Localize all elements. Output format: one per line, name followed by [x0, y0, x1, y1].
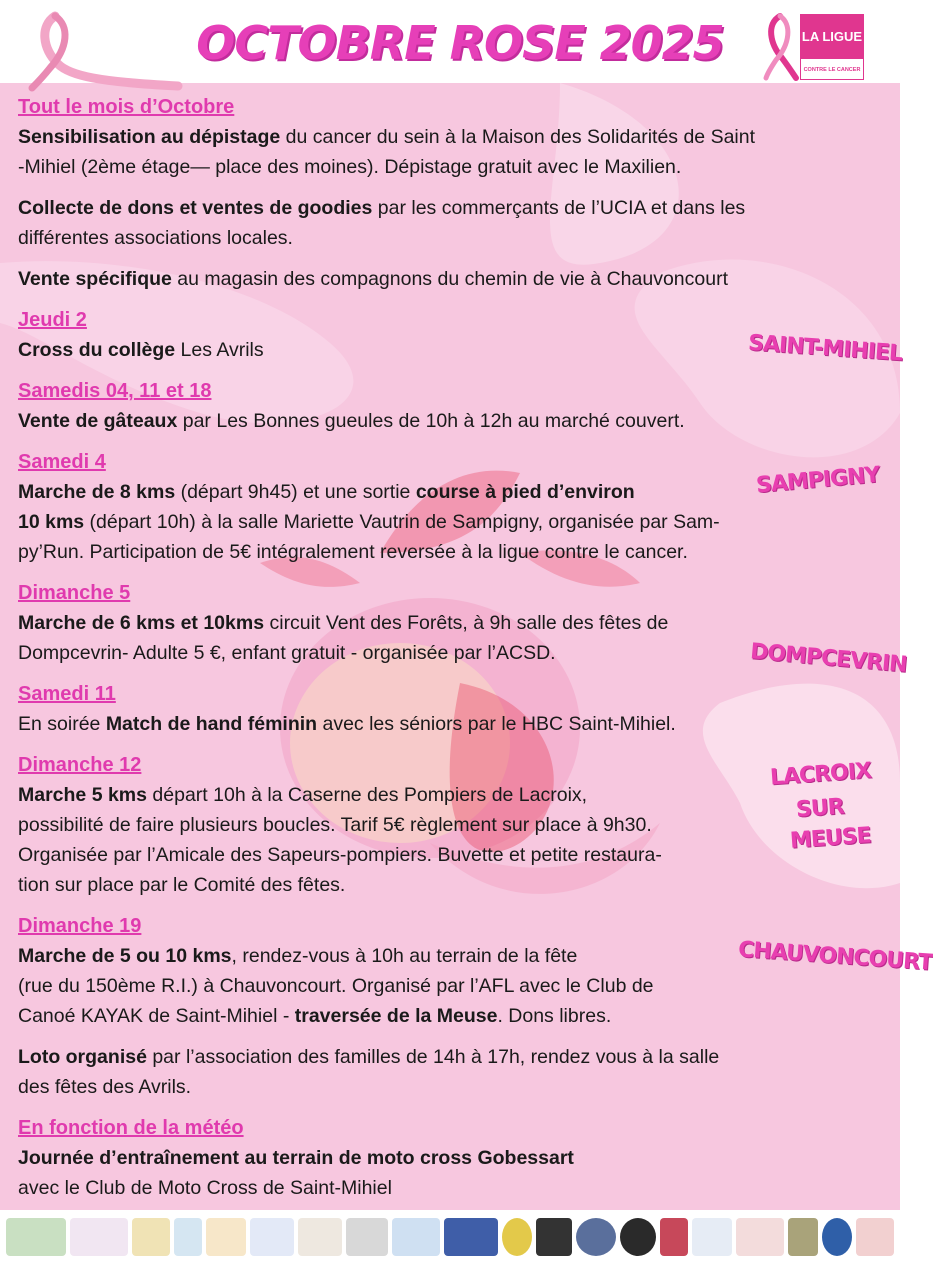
- section-date: Samedi 4: [18, 451, 106, 473]
- sponsor-logo: [298, 1218, 342, 1256]
- place-dompcevrin: DOMPCEVRIN: [749, 639, 908, 678]
- bold-text: traversée de la Meuse: [294, 1005, 498, 1027]
- sponsor-logo: [206, 1218, 246, 1256]
- section-meteo: [18, 1113, 888, 1203]
- sponsor-logo: [502, 1218, 532, 1256]
- text: par l’association des familles de 14h à 17h, rendez vous à la salle: [146, 1046, 720, 1068]
- place-chauvoncourt: CHAUVONCOURT: [737, 937, 933, 976]
- sponsor-logo: [536, 1218, 572, 1256]
- text: py’Run. Participation de 5€ intégralement reversée à la ligue contre le cancer.: [18, 541, 688, 563]
- section-date: Jeudi 2: [18, 309, 87, 331]
- text: , rendez-vous à 10h au terrain de la fête: [231, 945, 578, 967]
- paragraph: [18, 1143, 888, 1203]
- sponsor-logo: [822, 1218, 852, 1256]
- text: départ 10h à la Caserne des Pompiers de Lacroix,: [147, 784, 588, 806]
- section-date: Dimanche 5: [18, 582, 131, 604]
- text: . Dons libres.: [497, 1005, 612, 1027]
- sponsor-logo: [788, 1218, 818, 1256]
- sponsor-logo: [736, 1218, 784, 1256]
- text: Canoé KAYAK de Saint-Mihiel -: [18, 1005, 295, 1027]
- paragraph: [18, 264, 888, 294]
- place-lacroix-line2: SUR: [795, 794, 845, 823]
- text: tion sur place par le Comité des fêtes.: [18, 874, 346, 896]
- sponsor-logo: [856, 1218, 894, 1256]
- place-lacroix-line3: MEUSE: [789, 823, 872, 854]
- place-lacroix-line1: LACROIX: [769, 758, 872, 791]
- pink-ribbon-icon: [30, 8, 180, 90]
- bold-text: Vente spécifique: [18, 268, 172, 290]
- sponsor-logo: [132, 1218, 170, 1256]
- logo-title: LA LIGUE: [801, 15, 863, 59]
- paragraph: [18, 122, 888, 182]
- sponsor-logo: [392, 1218, 440, 1256]
- sponsor-logo: [174, 1218, 202, 1256]
- place-sampigny: SAMPIGNY: [755, 462, 881, 499]
- section-samedis: [18, 376, 888, 436]
- text: possibilité de faire plusieurs boucles. Tarif 5€ règlement sur place à 9h30.: [18, 814, 652, 836]
- text: avec les séniors par le HBC Saint-Mihiel.: [317, 713, 676, 735]
- bold-text: Marche de 8 kms: [18, 481, 176, 503]
- section-all-month: [18, 92, 888, 294]
- text: (départ 9h45) et une sortie: [175, 481, 416, 503]
- text: par Les Bonnes gueules de 10h à 12h au marché couvert.: [177, 410, 685, 432]
- la-ligue-logo: [800, 14, 864, 80]
- sponsor-logo: [6, 1218, 66, 1256]
- paragraph: [18, 780, 888, 900]
- bold-text: Journée d’entraînement au terrain de moto cross Gobessart: [18, 1147, 574, 1169]
- logo-subtitle: CONTRE LE CANCER: [803, 67, 861, 73]
- section-date: En fonction de la météo: [18, 1117, 244, 1139]
- text: du cancer du sein à la Maison des Solidarités de Saint: [280, 126, 756, 148]
- sponsor-logo: [250, 1218, 294, 1256]
- sponsor-logo: [444, 1218, 498, 1256]
- text: des fêtes des Avrils.: [18, 1076, 192, 1098]
- text: circuit Vent des Forêts, à 9h salle des fêtes de: [264, 612, 669, 634]
- sponsor-logo: [346, 1218, 388, 1256]
- text: par les commerçants de l’UCIA et dans les: [372, 197, 746, 219]
- text: Organisée par l’Amicale des Sapeurs-pompiers. Buvette et petite restaura-: [18, 844, 662, 866]
- paragraph: [18, 1042, 888, 1102]
- bold-text: Sensibilisation au dépistage: [18, 126, 281, 148]
- text: En soirée: [18, 713, 106, 735]
- page-title: OCTOBRE ROSE 2025: [196, 16, 724, 70]
- section-dimanche-12: [18, 750, 888, 900]
- section-date: Samedi 11: [18, 683, 116, 705]
- section-date: Dimanche 12: [18, 754, 142, 776]
- bold-text: Marche de 6 kms et 10kms: [18, 612, 265, 634]
- text: Dompcevrin- Adulte 5 €, enfant gratuit - organisée par l’ACSD.: [18, 642, 556, 664]
- bold-text: Cross du collège: [18, 339, 176, 361]
- sponsor-logo: [692, 1218, 732, 1256]
- text: Les Avrils: [175, 339, 264, 361]
- text: (rue du 150ème R.I.) à Chauvoncourt. Organisé par l’AFL avec le Club de: [18, 975, 654, 997]
- paragraph: [18, 193, 888, 253]
- bold-text: 10 kms: [18, 511, 85, 533]
- sponsor-logo: [660, 1218, 688, 1256]
- sponsor-logo: [576, 1218, 616, 1256]
- bold-text: Marche de 5 ou 10 kms: [18, 945, 232, 967]
- bold-text: Vente de gâteaux: [18, 410, 178, 432]
- sponsor-logo: [70, 1218, 128, 1256]
- section-date: Samedis 04, 11 et 18: [18, 380, 212, 402]
- text: avec le Club de Moto Cross de Saint-Mihiel: [18, 1177, 392, 1199]
- header: [0, 0, 900, 83]
- place-saint-mihiel: SAINT-MIHIEL: [747, 330, 903, 367]
- bold-text: Collecte de dons et ventes de goodies: [18, 197, 373, 219]
- text: différentes associations locales.: [18, 227, 293, 249]
- text: (départ 10h) à la salle Mariette Vautrin de Sampigny, organisée par Sam-: [84, 511, 720, 533]
- bold-text: Loto organisé: [18, 1046, 147, 1068]
- text: au magasin des compagnons du chemin de vie à Chauvoncourt: [171, 268, 728, 290]
- sponsor-strip: [0, 1210, 900, 1262]
- text: -Mihiel (2ème étage— place des moines). Dépistage gratuit avec le Maxilien.: [18, 156, 682, 178]
- bold-text: course à pied d’environ: [415, 481, 635, 503]
- section-samedi-11: [18, 679, 888, 739]
- bold-text: Marche 5 kms: [18, 784, 147, 806]
- section-date: Dimanche 19: [18, 915, 142, 937]
- paragraph: [18, 709, 888, 739]
- sponsor-logo: [620, 1218, 656, 1256]
- paragraph: [18, 406, 888, 436]
- section-date: Tout le mois d’Octobre: [18, 96, 235, 118]
- bold-text: Match de hand féminin: [105, 713, 318, 735]
- section-samedi-4: [18, 447, 888, 567]
